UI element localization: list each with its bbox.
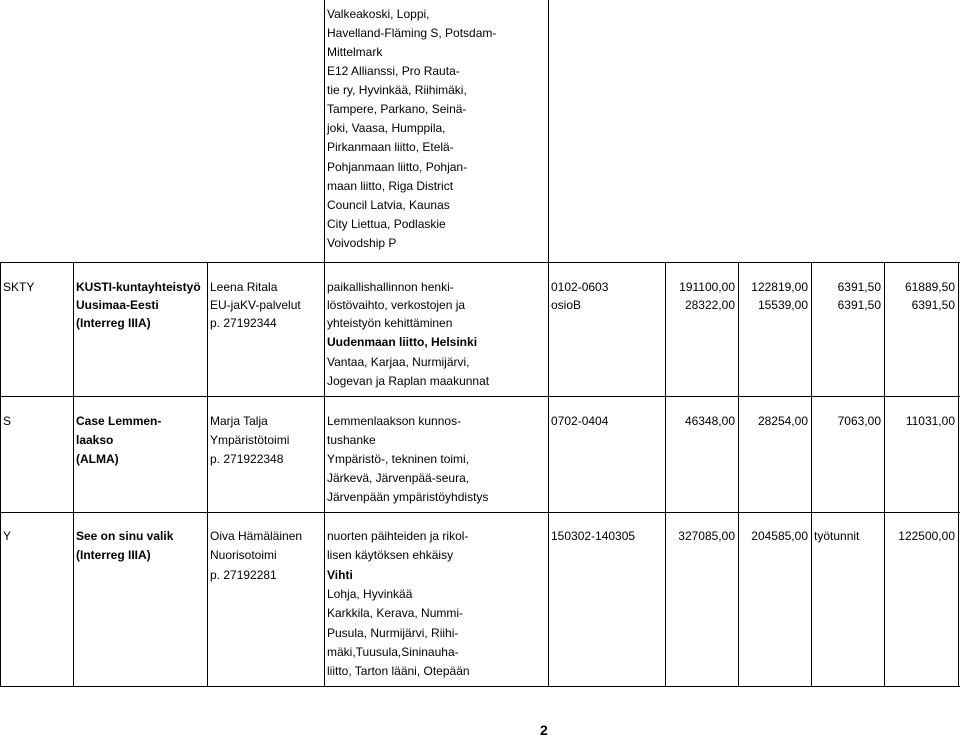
top-line: Mittelmark [327, 45, 383, 59]
description: mäki,Tuusula,Sininauha- [327, 645, 459, 659]
grid-line [738, 262, 739, 686]
top-line: Council Latvia, Kaunas [327, 198, 450, 212]
description: Uudenmaan liitto, Helsinki [327, 335, 478, 349]
grid-line [0, 262, 960, 263]
contact-info: Ympäristötoimi [210, 433, 290, 447]
grid-line [665, 262, 666, 686]
eu-amount: 122819,00 [751, 280, 808, 294]
top-line: Pohjanmaan liitto, Pohjan- [327, 160, 468, 174]
top-line: Havelland-Fläming S, Potsdam- [327, 26, 497, 40]
grid-line [884, 262, 885, 686]
period: osioB [551, 298, 582, 312]
grid-line [811, 262, 812, 686]
project-name: Uusimaa-Eesti [76, 298, 159, 312]
row-code: Y [3, 529, 12, 543]
other-amount: 61889,50 [904, 280, 955, 294]
top-line: Valkeakoski, Loppi, [327, 7, 430, 21]
project-name: laakso [76, 433, 114, 447]
row-code: S [3, 414, 12, 428]
grid-line [73, 262, 74, 686]
top-line: Voivodship P [327, 236, 397, 250]
description: Karkkila, Kerava, Nummi- [327, 606, 464, 620]
description: yhteistyön kehittäminen [327, 316, 453, 330]
contact-info: EU-jaKV-palvelut [210, 298, 301, 312]
top-line: maan liitto, Riga District [327, 179, 454, 193]
period: 150302-140305 [551, 529, 636, 543]
project-name: See on sinu valik [76, 529, 174, 543]
project-name: (ALMA) [76, 452, 119, 466]
eu-amount: 204585,00 [751, 529, 808, 543]
page-number: 2 [540, 722, 548, 738]
other-amount: 6391,50 [911, 298, 955, 312]
top-line: tie ry, Hyvinkää, Riihimäki, [327, 83, 467, 97]
description: Järkevä, Järvenpää-seura, [327, 471, 470, 485]
top-line: City Liettua, Podlaskie [327, 217, 446, 231]
description: paikallishallinnon henki- [327, 280, 454, 294]
description: Jogevan ja Raplan maakunnat [327, 374, 490, 388]
description: tushanke [327, 433, 376, 447]
contact-info: Oiva Hämäläinen [210, 529, 303, 543]
contact-info: Marja Talja [210, 414, 268, 428]
grid-line [324, 262, 325, 686]
description: Vihti [327, 568, 353, 582]
description: Järvenpään ympäristöyhdistys [327, 490, 489, 504]
grid-line [0, 512, 960, 513]
contact-info: Nuorisotoimi [210, 548, 277, 562]
state-amount: 6391,50 [837, 298, 881, 312]
total-amount: 46348,00 [684, 414, 735, 428]
project-name: (Interreg IIIA) [76, 548, 151, 562]
total-amount: 327085,00 [678, 529, 735, 543]
top-line: E12 Allianssi, Pro Rauta- [327, 64, 460, 78]
description: liitto, Tarton lääni, Otepään [327, 664, 470, 678]
contact-info: p. 271922348 [210, 452, 284, 466]
grid-line [207, 262, 208, 686]
state-amount: 6391,50 [837, 280, 881, 294]
other-amount: 122500,00 [898, 529, 955, 543]
description: Lohja, Hyvinkää [327, 587, 413, 601]
description: Ympäristö-, tekninen toimi, [327, 452, 470, 466]
state-amount: työtunnit [814, 529, 860, 543]
period: 0102-0603 [551, 280, 609, 294]
row-code: SKTY [3, 280, 35, 294]
total-amount: 191100,00 [679, 280, 735, 294]
contact-info: Leena Ritala [210, 280, 278, 294]
description: nuorten päihteiden ja rikol- [327, 529, 469, 543]
other-amount: 11031,00 [905, 414, 955, 428]
project-name: Case Lemmen- [76, 414, 162, 428]
grid-line [0, 396, 960, 397]
contact-info: p. 27192344 [210, 316, 277, 330]
top-line: joki, Vaasa, Humppila, [327, 121, 446, 135]
top-line: Tampere, Parkano, Seinä- [327, 102, 467, 116]
period: 0702-0404 [551, 414, 609, 428]
description: Lemmenlaakson kunnos- [327, 414, 462, 428]
project-name: KUSTI-kuntayhteistyö [76, 280, 201, 294]
grid-line [958, 262, 959, 686]
description: Vantaa, Karjaa, Nurmijärvi, [327, 355, 470, 369]
description: Pusula, Nurmijärvi, Riihi- [327, 626, 459, 640]
top-line: Pirkanmaan liitto, Etelä- [327, 140, 454, 154]
state-amount: 7063,00 [837, 414, 881, 428]
grid-line [324, 0, 325, 262]
eu-amount: 28254,00 [757, 414, 808, 428]
grid-line [548, 262, 549, 686]
description: löstövaihto, verkostojen ja [327, 298, 466, 312]
contact-info: p. 27192281 [210, 568, 277, 582]
project-name: (Interreg IIIA) [76, 316, 151, 330]
description: lisen käytöksen ehkäisy [327, 548, 454, 562]
grid-line [0, 262, 1, 686]
grid-line [0, 686, 960, 687]
grid-line [548, 0, 549, 262]
total-amount: 28322,00 [684, 298, 735, 312]
eu-amount: 15539,00 [757, 298, 808, 312]
